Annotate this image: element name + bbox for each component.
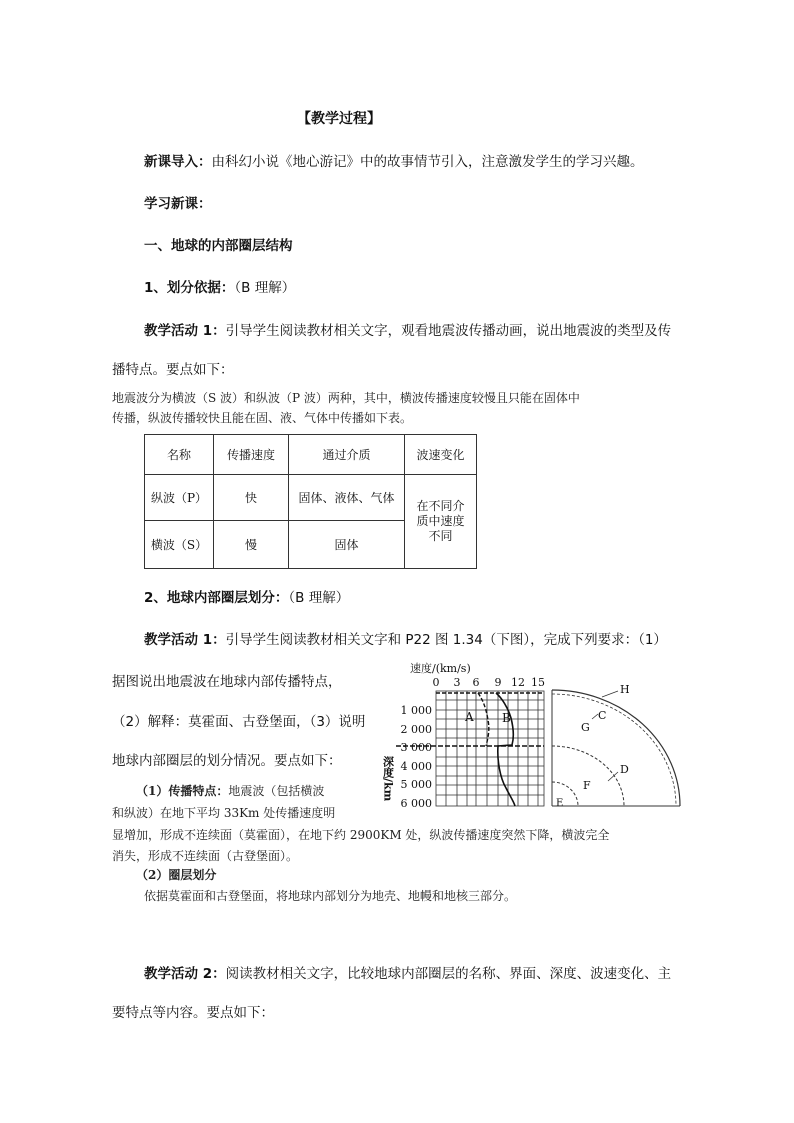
table-row (145, 475, 477, 521)
speed-axis-title: 速度/(km/s) (410, 662, 471, 675)
layer-label-c: C (598, 709, 607, 722)
activity3-label: 教学活动 2： (144, 966, 226, 982)
intro-text: 由科幻小说《地心游记》中的故事情节引入，注意激发学生的学习兴趣。 (211, 154, 644, 170)
curve-label-b: B (502, 711, 511, 725)
row-s-name: 横波（S） (145, 521, 214, 569)
depth-axis-title: 深度/km (381, 756, 395, 802)
point1-line4: 消失，形成不连续面（古登堡面）。 (112, 849, 299, 863)
activity2-line1 (144, 631, 667, 649)
sub2-heading (144, 589, 349, 607)
row-s-medium: 固体 (289, 521, 405, 569)
row-p-medium: 固体、液体、气体 (289, 475, 405, 521)
speed-tick: 6 (472, 676, 480, 689)
activity1-line2: 播特点。要点如下： (112, 362, 234, 378)
activity3-line1 (144, 965, 671, 983)
layer-label-h: H (620, 683, 630, 696)
activity1-text: 引导学生阅读教材相关文字，观看地震波传播动画，说出地震波的类型及传 (225, 323, 672, 339)
header-name: 名称 (145, 435, 214, 475)
intro-paragraph (144, 153, 644, 171)
layer-label-g: G (581, 721, 590, 734)
study-label: 学习新课： (144, 196, 212, 212)
activity2-line4: 地球内部圈层的划分情况。要点如下： (112, 753, 342, 769)
intro-label: 新课导入： (144, 154, 212, 170)
h-pointer (602, 691, 618, 697)
wave-table (144, 434, 477, 569)
speed-tick: 0 (432, 676, 440, 689)
speed-tick: 15 (531, 676, 545, 689)
point1-line3: 显增加，形成不连续面（莫霍面），在地下约 2900KM 处，纵波传播速度突然下降，横波完全 (112, 828, 610, 842)
change-line: 不同 (428, 529, 453, 543)
change-cell (405, 475, 477, 569)
depth-tick: 1 000 (400, 704, 432, 717)
change-line: 在不同介 (416, 499, 465, 513)
wave-text-line2: 传播，纵波传播较快且能在固、液、气体中传播如下表。 (112, 411, 413, 425)
page-heading: 【教学过程】 (297, 111, 381, 127)
speed-tick: 9 (494, 676, 502, 689)
change-line: 质中速度 (416, 514, 465, 528)
sub1-level: （B 理解） (234, 280, 296, 296)
activity3-text: 阅读教材相关文字，比较地球内部圈层的名称、界面、深度、波速变化、主 (225, 966, 672, 982)
sub1-heading (144, 279, 295, 297)
header-medium: 通过介质 (289, 435, 405, 475)
depth-tick: 4 000 (400, 760, 432, 773)
header-change: 波速变化 (405, 435, 477, 475)
speed-tick: 12 (511, 676, 525, 689)
activity2-label: 教学活动 1： (144, 632, 226, 648)
activity1-label: 教学活动 1： (144, 323, 226, 339)
row-p-speed: 快 (214, 475, 289, 521)
activity2-line2: 据图说出地震波在地球内部传播特点， (112, 674, 342, 690)
depth-tick: 2 000 (400, 723, 432, 736)
depth-tick: 3 000 (400, 741, 432, 754)
depth-tick: 5 000 (400, 778, 432, 791)
activity2-text: 引导学生阅读教材相关文字和 P22 图 1.34（下图），完成下列要求：（1） (225, 632, 667, 648)
speed-tick: 3 (453, 676, 461, 689)
point1-label: （1）传播特点： (136, 784, 229, 798)
point2-text: 依据莫霍面和古登堡面，将地球内部划分为地壳、地幔和地核三部分。 (144, 889, 517, 903)
layer-label-e: E (556, 798, 564, 809)
wave-text-line1: 地震波分为横波（S 波）和纵波（P 波）两种，其中，横波传播速度较慢且只能在固体中 (112, 391, 580, 405)
layer-label-f: F (583, 779, 591, 792)
depth-tick: 6 000 (400, 797, 432, 810)
sub1-title: 1、划分依据： (144, 280, 235, 296)
seismic-wave-diagram (380, 660, 686, 812)
chart-grid (436, 691, 544, 806)
activity3-line2: 要特点等内容。要点如下： (112, 1005, 274, 1021)
layer-label-d: D (620, 763, 629, 776)
activity2-line3: （2）解释：莫霍面、古登堡面，（3）说明 (112, 714, 366, 730)
point1-text: 地震波（包括横波 (228, 784, 325, 798)
header-speed: 传播速度 (214, 435, 289, 475)
point1-line1 (136, 783, 324, 800)
point1-line2: 和纵波）在地下平均 33Km 处传播速度明 (112, 806, 336, 820)
row-s-speed: 慢 (214, 521, 289, 569)
row-p-name: 纵波（P） (145, 475, 214, 521)
point2-label: （2）圈层划分 (136, 868, 217, 882)
curve-label-a: A (465, 710, 474, 724)
earth-section (552, 690, 680, 806)
sub2-title: 2、地球内部圈层划分： (144, 590, 289, 606)
activity1-line1 (144, 322, 671, 340)
sub2-level: （B 理解） (288, 590, 350, 606)
section1-title: 一、地球的内部圈层结构 (144, 238, 293, 254)
